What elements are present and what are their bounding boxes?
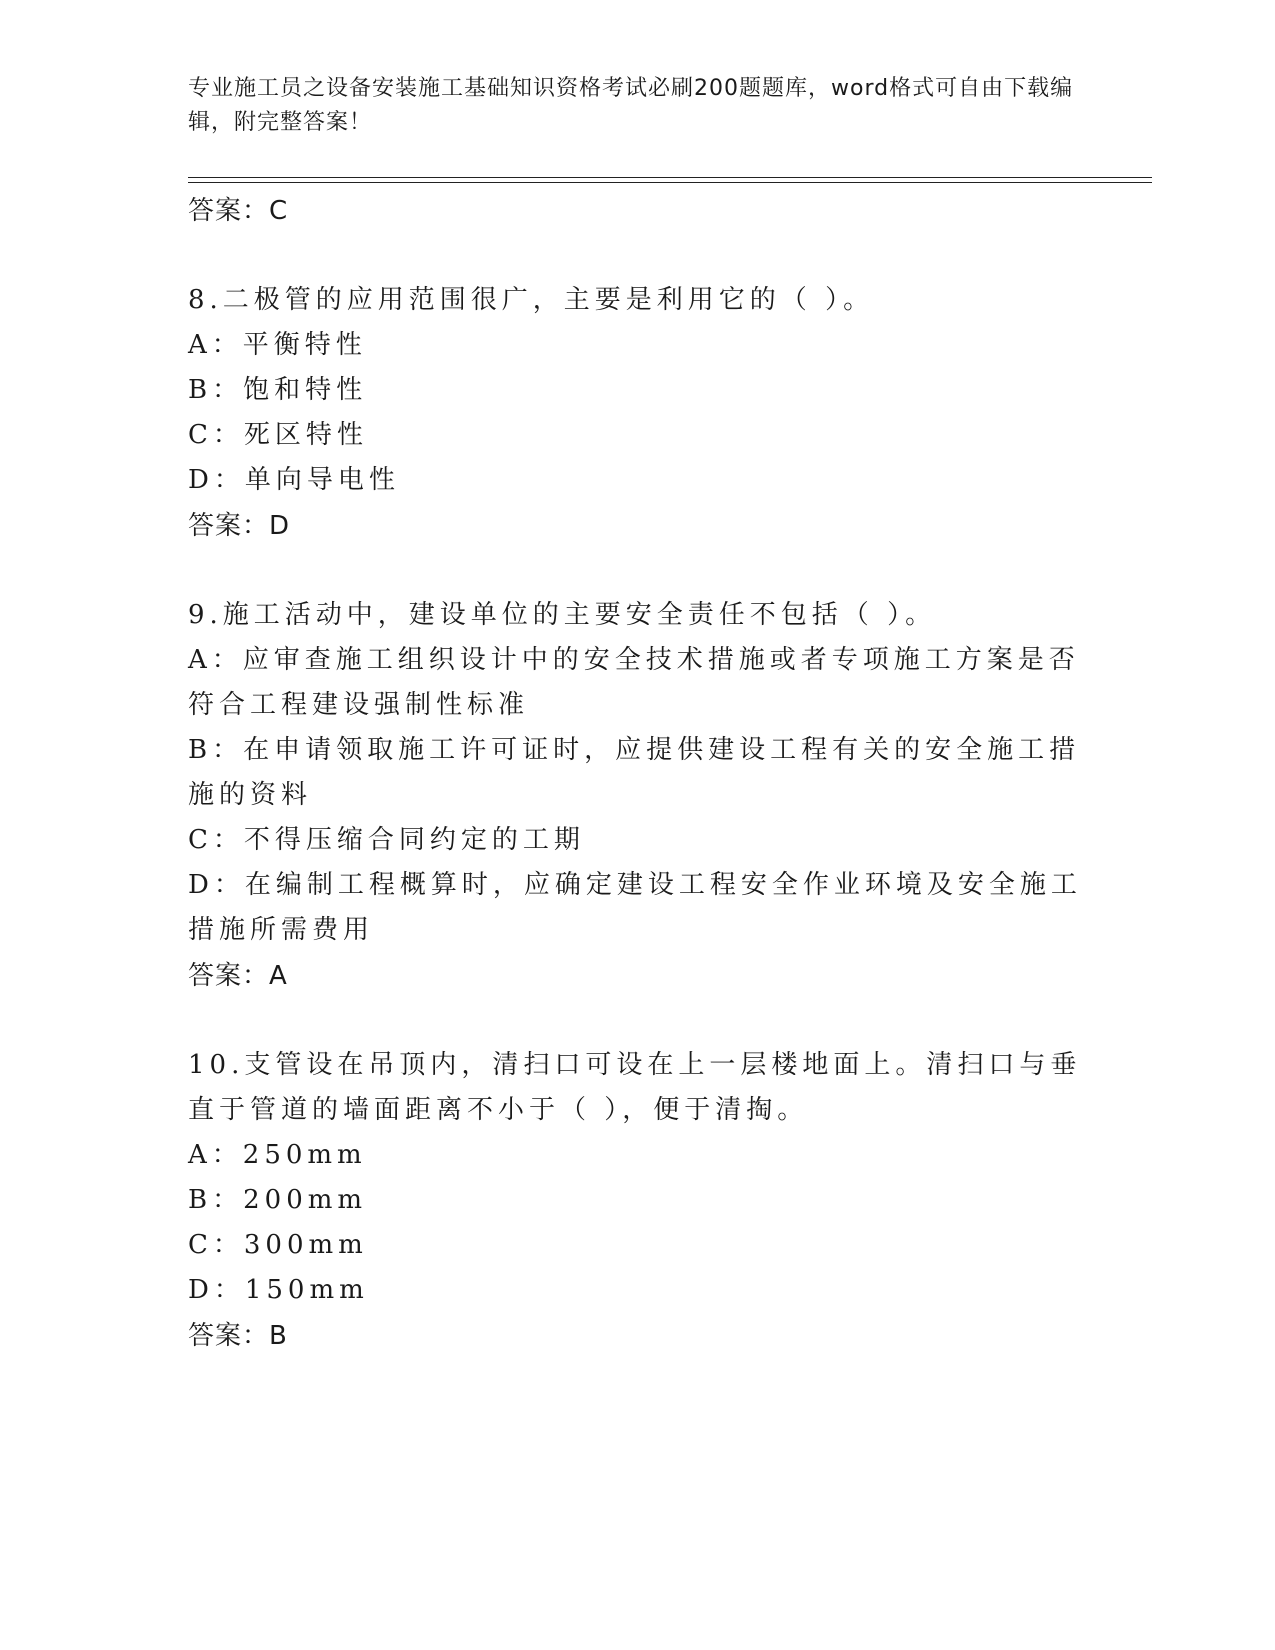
question-list — [188, 188, 1088, 1359]
option-a: A：平衡特性 — [188, 330, 367, 360]
option-d: D：在编制工程概算时，应确定建设工程安全作业环境及安全施工措施所需费用 — [188, 870, 1082, 945]
option-a: A：250mm — [188, 1140, 367, 1170]
option-b: B：200mm — [188, 1185, 368, 1215]
header-divider — [188, 177, 1152, 178]
option-b: B：在申请领取施工许可证时，应提供建设工程有关的安全施工措施的资料 — [188, 735, 1081, 810]
question-item — [188, 593, 1088, 999]
answer-line: 答案：B — [188, 1321, 288, 1351]
question-item — [188, 1043, 1088, 1359]
header-title: 专业施工员之设备安装施工基础知识资格考试必刷200题题库，word格式可自由下载编辑，附完整答案！ — [188, 76, 1074, 135]
option-b: B：饱和特性 — [188, 375, 368, 405]
option-a: A：应审查施工组织设计中的安全技术措施或者专项施工方案是否符合工程建设强制性标准 — [188, 645, 1080, 720]
option-c: C：不得压缩合同约定的工期 — [188, 825, 585, 855]
question-stem: 8.二极管的应用范围很广，主要是利用它的（ ）。 — [188, 285, 875, 315]
answer-line: 答案：D — [188, 511, 291, 541]
option-c: C：300mm — [188, 1230, 368, 1260]
answer-line: 答案：A — [188, 961, 288, 991]
page-header — [188, 72, 1088, 140]
option-c: C：死区特性 — [188, 420, 368, 450]
question-stem: 10.支管设在吊顶内，清扫口可设在上一层楼地面上。清扫口与垂直于管道的墙面距离不小于（ ），便于清掏。 — [188, 1050, 1082, 1125]
question-item — [188, 278, 1088, 549]
answer-line: 答案：C — [188, 196, 289, 226]
option-d: D：单向导电性 — [188, 465, 400, 495]
option-d: D：150mm — [188, 1275, 369, 1305]
question-stem: 9.施工活动中，建设单位的主要安全责任不包括（ ）。 — [188, 600, 937, 630]
header-divider-double — [188, 182, 1152, 183]
